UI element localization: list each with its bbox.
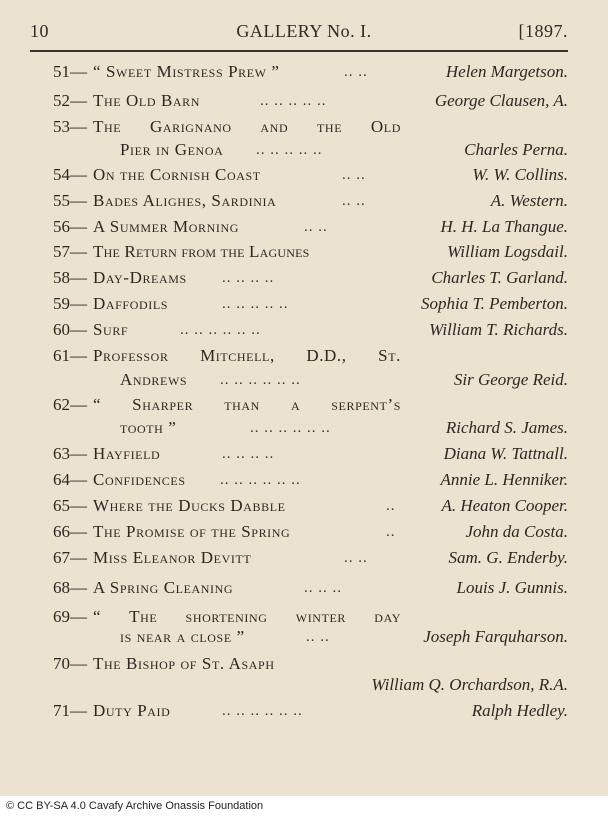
leader-dots: .. (386, 498, 396, 514)
entry-number: 56— (53, 217, 87, 236)
entry-title: Day-Dreams (93, 268, 187, 287)
leader-dots: .. .. (342, 167, 366, 183)
leader-dots: .. .. .. .. .. .. (250, 420, 331, 436)
entry-artist: William Q. Orchardson, R.A. (371, 675, 568, 694)
entry-artist: Sam. G. Enderby. (448, 548, 568, 567)
entry-number: 54— (53, 165, 87, 184)
entry-artist: Louis J. Gunnis. (456, 578, 568, 597)
list-item (0, 115, 608, 139)
list-item (0, 468, 608, 492)
entry-artist: William Logsdail. (447, 242, 568, 261)
entry-artist: Richard S. James. (445, 418, 568, 437)
entry-number: 60— (53, 320, 87, 339)
leader-dots: .. .. .. .. .. .. (220, 372, 301, 388)
list-item-continuation (0, 625, 608, 649)
entry-title: A Summer Morning (93, 217, 240, 236)
leader-dots: .. .. .. .. .. (222, 296, 289, 312)
copyright-credit: © CC BY-SA 4.0 Cavafy Archive Onassis Foundation (6, 800, 264, 812)
entry-title: A Spring Cleaning (93, 578, 234, 597)
entry-title: “ The shortening winter day (93, 607, 401, 626)
entry-title: “ Sharper than a serpent’s (93, 395, 401, 414)
entry-artist: H. H. La Thangue. (440, 217, 568, 236)
leader-dots: .. .. .. .. .. .. (222, 703, 303, 719)
header-rule (30, 50, 568, 52)
list-item (0, 494, 608, 518)
entry-title: Hayfield (93, 444, 161, 463)
entry-title-continuation: is near a close ” (120, 627, 245, 646)
entry-artist: W. W. Collins. (472, 165, 568, 184)
entry-artist: A. Western. (490, 191, 568, 210)
entry-title: Confidences (93, 470, 186, 489)
entry-title: On the Cornish Coast (93, 165, 261, 184)
leader-dots: .. .. .. .. .. (256, 142, 323, 158)
entry-artist: William T. Richards. (429, 320, 568, 339)
leader-dots: .. .. .. .. (222, 446, 275, 462)
leader-dots: .. .. .. .. .. (260, 93, 327, 109)
list-item (0, 163, 608, 187)
entry-number: 62— (53, 395, 87, 414)
list-item-continuation (0, 368, 608, 392)
entry-artist: Joseph Farquharson. (423, 627, 568, 646)
entry-title: Bades Alighes, Sardinia (93, 191, 277, 210)
list-item-continuation (0, 416, 608, 440)
entry-artist: Diana W. Tattnall. (443, 444, 568, 463)
list-item-continuation (0, 138, 608, 162)
entry-number: 61— (53, 346, 87, 365)
entry-number: 68— (53, 578, 87, 597)
list-item (0, 215, 608, 239)
entry-number: 51— (53, 62, 87, 81)
entry-artist: Ralph Hedley. (471, 701, 568, 720)
entry-title-continuation: tooth ” (120, 418, 177, 437)
leader-dots: .. .. (344, 64, 368, 80)
entry-artist: A. Heaton Cooper. (441, 496, 568, 515)
entry-title: Miss Eleanor Devitt (93, 548, 252, 567)
list-item (0, 89, 608, 113)
list-item (0, 266, 608, 290)
entry-title-continuation: Andrews (120, 370, 188, 389)
entry-artist: George Clausen, A. (434, 91, 568, 110)
entry-number: 71— (53, 701, 87, 720)
entry-number: 66— (53, 522, 87, 541)
entry-artist: Helen Margetson. (445, 62, 568, 81)
list-item (0, 576, 608, 600)
list-item (0, 240, 608, 264)
entry-artist: Charles Perna. (464, 140, 568, 159)
entry-title: Professor Mitchell, D.D., St. (93, 346, 401, 365)
entry-number: 57— (53, 242, 87, 261)
entry-number: 52— (53, 91, 87, 110)
entry-title: The Bishop of St. Asaph (93, 654, 275, 673)
list-item (0, 699, 608, 723)
entry-title: The Old Barn (93, 91, 201, 110)
entry-title: Surf (93, 320, 129, 339)
list-item (0, 318, 608, 342)
list-item (0, 520, 608, 544)
entry-number: 58— (53, 268, 87, 287)
leader-dots: .. .. (344, 550, 368, 566)
entry-title: The Promise of the Spring (93, 522, 291, 541)
entry-artist: John da Costa. (465, 522, 568, 541)
leader-dots: .. .. (304, 219, 328, 235)
entry-title-continuation: Pier in Genoa (120, 140, 224, 159)
entry-artist: Sir George Reid. (453, 370, 568, 389)
entry-title: Where the Ducks Dabble (93, 496, 286, 515)
entry-title: Daffodils (93, 294, 169, 313)
entry-number: 70— (53, 654, 87, 673)
leader-dots: .. .. .. (304, 580, 342, 596)
entry-number: 69— (53, 607, 87, 626)
page-title: GALLERY No. I. (236, 21, 372, 41)
leader-dots: .. .. (306, 629, 330, 645)
entry-artist: Charles T. Garland. (431, 268, 568, 287)
entry-title: “ Sweet Mistress Prew ” (93, 62, 280, 81)
entry-artist: Sophia T. Pemberton. (420, 294, 568, 313)
entry-number: 67— (53, 548, 87, 567)
leader-dots: .. (386, 524, 396, 540)
leader-dots: .. .. (342, 193, 366, 209)
entry-number: 64— (53, 470, 87, 489)
list-item (0, 189, 608, 213)
leader-dots: .. .. .. .. .. .. (220, 472, 301, 488)
entry-number: 63— (53, 444, 87, 463)
list-item (0, 344, 608, 368)
page-year: [1897. (518, 21, 568, 41)
list-item (0, 546, 608, 570)
list-item (0, 60, 608, 84)
page-number: 10 (30, 21, 49, 41)
entry-number: 55— (53, 191, 87, 210)
entry-number: 59— (53, 294, 87, 313)
entry-number: 65— (53, 496, 87, 515)
list-item-continuation (0, 673, 608, 697)
entry-number: 53— (53, 117, 87, 136)
leader-dots: .. .. .. .. (222, 270, 275, 286)
leader-dots: .. .. .. .. .. .. (180, 322, 261, 338)
list-item (0, 292, 608, 316)
entry-title: The Garignano and the Old (93, 117, 401, 136)
entry-artist: Annie L. Henniker. (440, 470, 568, 489)
entry-title: The Return from the Lagunes (93, 242, 310, 261)
entry-title: Duty Paid (93, 701, 171, 720)
list-item (0, 393, 608, 417)
list-item (0, 442, 608, 466)
